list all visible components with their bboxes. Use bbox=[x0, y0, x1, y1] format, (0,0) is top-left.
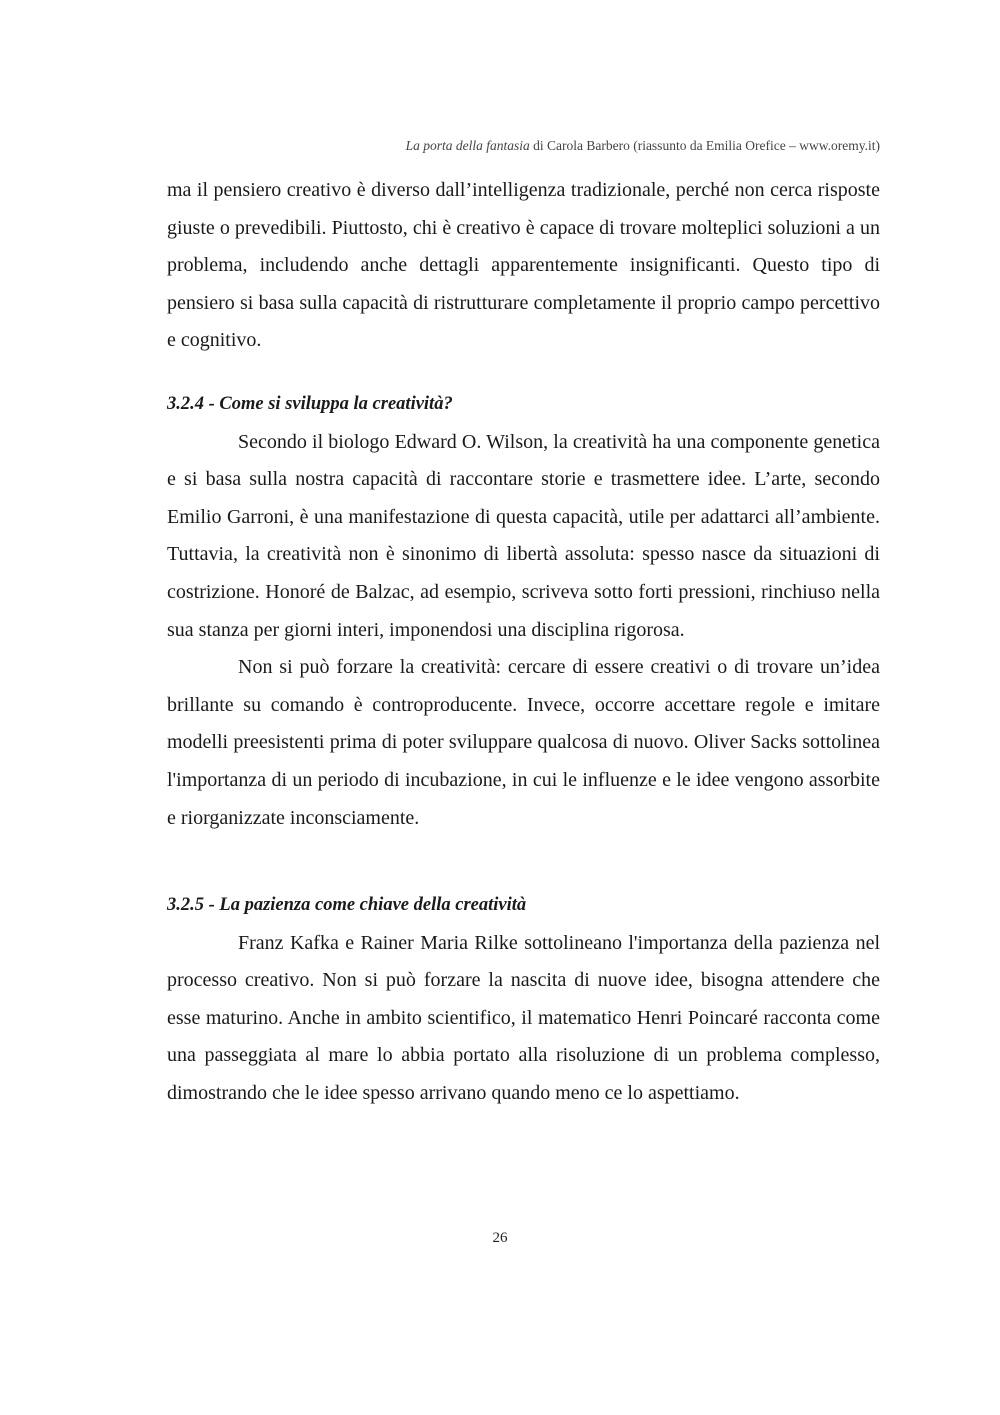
paragraph-wilson: Secondo il biologo Edward O. Wilson, la creatività ha una componente genetica e si basa sulla nostra capacità di raccontare storie e trasmettere idee. L’arte, secondo Emilio Garroni, è una manifestazione di questa capacità, utile per adattarci all’ambiente. Tuttavia, la creatività non è sinonimo di libertà assoluta: spesso nasce da situazioni di costrizione. Honoré de Balzac, ad esempio, scriveva sotto forti pressioni, rinchiuso nella sua stanza per giorni interi, imponendosi una disciplina rigorosa. bbox=[167, 430, 880, 641]
paragraph-sacks: Non si può forzare la creatività: cercare di essere creativi o di trovare un’idea brillante su comando è controproducente. Invece, occorre accettare regole e imitare modelli preesistenti prima di poter sviluppare qualcosa di nuovo. Oliver Sacks sottolinea l'importanza di un periodo di incubazione, in cui le influenze e le idee vengono assorbite e riorganizzate inconsciamente. bbox=[167, 656, 880, 829]
section-heading-3-2-5: 3.2.5 - La pazienza come chiave della creatività bbox=[167, 895, 527, 916]
header-book-title: La porta della fantasia bbox=[405, 138, 530, 153]
page-number: 26 bbox=[492, 1230, 508, 1246]
paragraph-continuation: ma il pensiero creativo è diverso dall’intelligenza tradizionale, perché non cerca risposte giuste o prevedibili. Piuttosto, chi è creativo è capace di trovare molteplici soluzioni a un problema, includendo anche dettagli apparentemente insignificanti. Questo tipo di pensiero si basa sulla capacità di ristrutturare completamente il proprio campo percettivo e cognitivo. bbox=[167, 179, 880, 352]
paragraph-kafka-rilke: Franz Kafka e Rainer Maria Rilke sottolineano l'importanza della pazienza nel processo creativo. Non si può forzare la nascita di nuove idee, bisogna attendere che esse maturino. Anche in ambito scientifico, il matematico Henri Poincaré racconta come una passeggiata al mare lo abbia portato alla risoluzione di un problema complesso, dimostrando che le idee spesso arrivano quando meno ce lo aspettiamo. bbox=[167, 931, 880, 1105]
header-byline: di Carola Barbero (riassunto da Emilia Orefice – www.oremy.it) bbox=[529, 138, 880, 153]
section-heading-3-2-4: 3.2.4 - Come si sviluppa la creatività? bbox=[167, 393, 453, 414]
running-header bbox=[406, 138, 880, 154]
page-body bbox=[167, 172, 880, 1113]
